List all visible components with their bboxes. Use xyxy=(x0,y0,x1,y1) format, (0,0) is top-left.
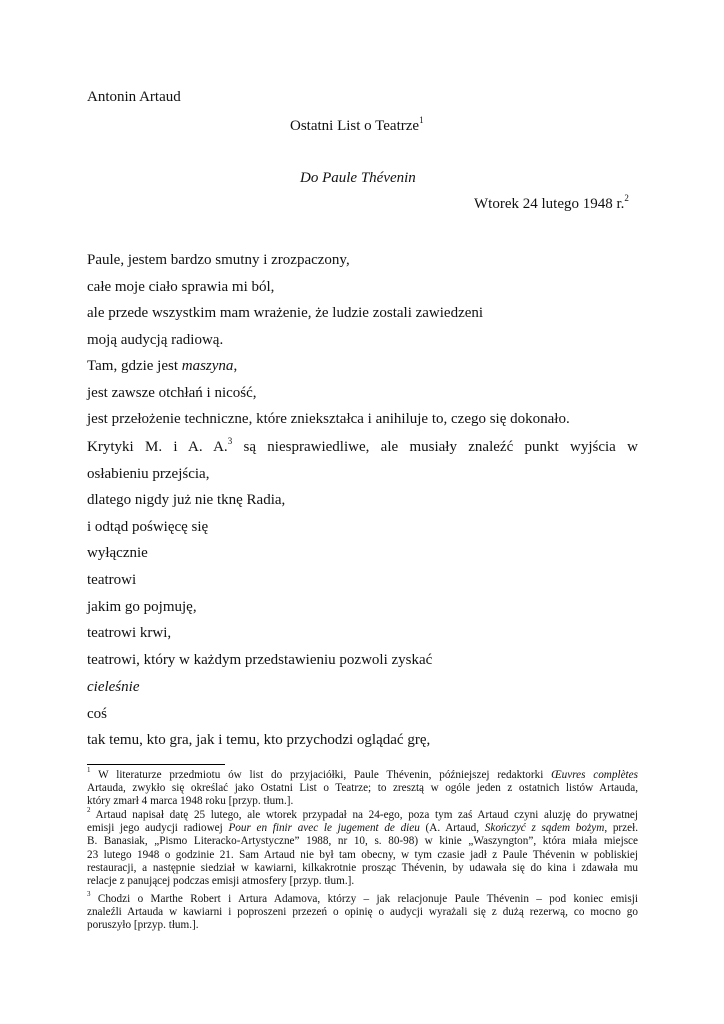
body-line: moją audycją radiową. xyxy=(87,332,224,348)
addressee: Do Paule Thévenin xyxy=(300,170,416,186)
footnote-line: emisji jego audycji radiowej Pour en finir avec le jugement de dieu (A. Artaud, Skończyć z sądem bożym, przeł. xyxy=(87,822,638,835)
footnote-line: $^2$ Artaud napisał datę 25 lutego, ale wtorek przypadał na 24-ego, poza tym zaś Artaud czyni aluzję do prywatnej xyxy=(87,806,638,821)
footnote-line: 23 lutego 1948 o godzinie 21. Sam Artaud nie był tam obecny, w tym czasie jadł z Paule Thévenin w pobliskiej xyxy=(87,848,638,861)
body-line: teatrowi krwi, xyxy=(87,625,172,641)
body-line: teatrowi xyxy=(87,572,137,588)
footnote-line: poruszyło [przyp. tłum.]. xyxy=(87,919,199,932)
footnote-separator xyxy=(87,764,225,765)
body-line: osłabieniu przejścia, xyxy=(87,466,210,482)
body-line: całe moje ciało sprawia mi ból, xyxy=(87,279,275,295)
body-line: Paule, jestem bardzo smutny i zrozpaczony, xyxy=(87,252,350,268)
footnote-line: Artauda, zwykło się określać jako Ostatni List o Teatrze; to zresztą w ogóle jeden z ostatnich listów Artauda, xyxy=(87,782,638,795)
footnote-line: który zmarł 4 marca 1948 roku [przyp. tłum.]. xyxy=(87,795,294,808)
footnote-3 xyxy=(87,890,638,933)
footnote-line: restauracji, a następnie siedział w kawiarni, kilkakrotnie prosząc Thévenin, by udawała się do kina i zdawała mu xyxy=(87,861,638,874)
body-line: ale przede wszystkim mam wrażenie, że ludzie zostali zawiedzeni xyxy=(87,305,484,321)
footnote-line: $^3$ Chodzi o Marthe Robert i Artura Adamova, którzy – jak relacjonuje Paule Thévenin – pod koniec emisji xyxy=(87,890,638,905)
letter-title: Ostatni List o Teatrze$^1$ xyxy=(290,115,424,134)
footnote-ref-1[interactable]: 1 xyxy=(419,115,424,125)
footnote-2 xyxy=(87,806,638,888)
body-line: Krytyki M. i A. A.$^3$ są niesprawiedliwe, ale musiały znaleźć punkt wyjścia w xyxy=(87,436,638,455)
footnote-line: znaleźli Artauda w kawiarni i poproszeni przezeń o opinię o audycji wyrażali się z dużą rezerwą, co mocno go xyxy=(87,906,638,919)
footnote-line: $^1$ W literaturze przedmiotu ów list do przyjaciółki, Paule Thévenin, późniejszej redaktorki Œuvres complètes xyxy=(87,766,638,781)
footnote-line: relacje z panującej podczas emisji atmosfery [przyp. tłum.]. xyxy=(87,874,355,887)
body-line: teatrowi, który w każdym przedstawieniu pozwoli zyskać xyxy=(87,652,433,668)
footnote-ref-2[interactable]: 2 xyxy=(624,193,629,203)
body-line: jest zawsze otchłań i nicość, xyxy=(87,385,257,401)
letter-date: Wtorek 24 lutego 1948 r.$^2$ xyxy=(474,193,629,212)
body-line: wyłącznie xyxy=(87,545,148,561)
body-line: jakim go pojmuję, xyxy=(87,599,197,615)
body-line: dlatego nigdy już nie tknę Radia, xyxy=(87,492,286,508)
body-line: Tam, gdzie jest maszyna, xyxy=(87,358,238,374)
footnote-1 xyxy=(87,766,638,809)
author-name: Antonin Artaud xyxy=(87,89,181,105)
body-line: tak temu, kto gra, jak i temu, kto przychodzi oglądać grę, xyxy=(87,732,431,748)
body-line: jest przełożenie techniczne, które zniekształca i anihiluje to, czego się dokonało. xyxy=(87,411,570,427)
footnote-ref-3[interactable]: 3 xyxy=(227,436,233,446)
body-line: coś xyxy=(87,706,107,722)
body-line: cieleśnie xyxy=(87,679,140,695)
footnote-line: B. Banasiak, „Pismo Literacko-Artystyczne” 1988, nr 10, s. 80-98) w kinie „Waszyngton”, która miała miejsce xyxy=(87,835,638,848)
body-line: i odtąd poświęcę się xyxy=(87,519,209,535)
